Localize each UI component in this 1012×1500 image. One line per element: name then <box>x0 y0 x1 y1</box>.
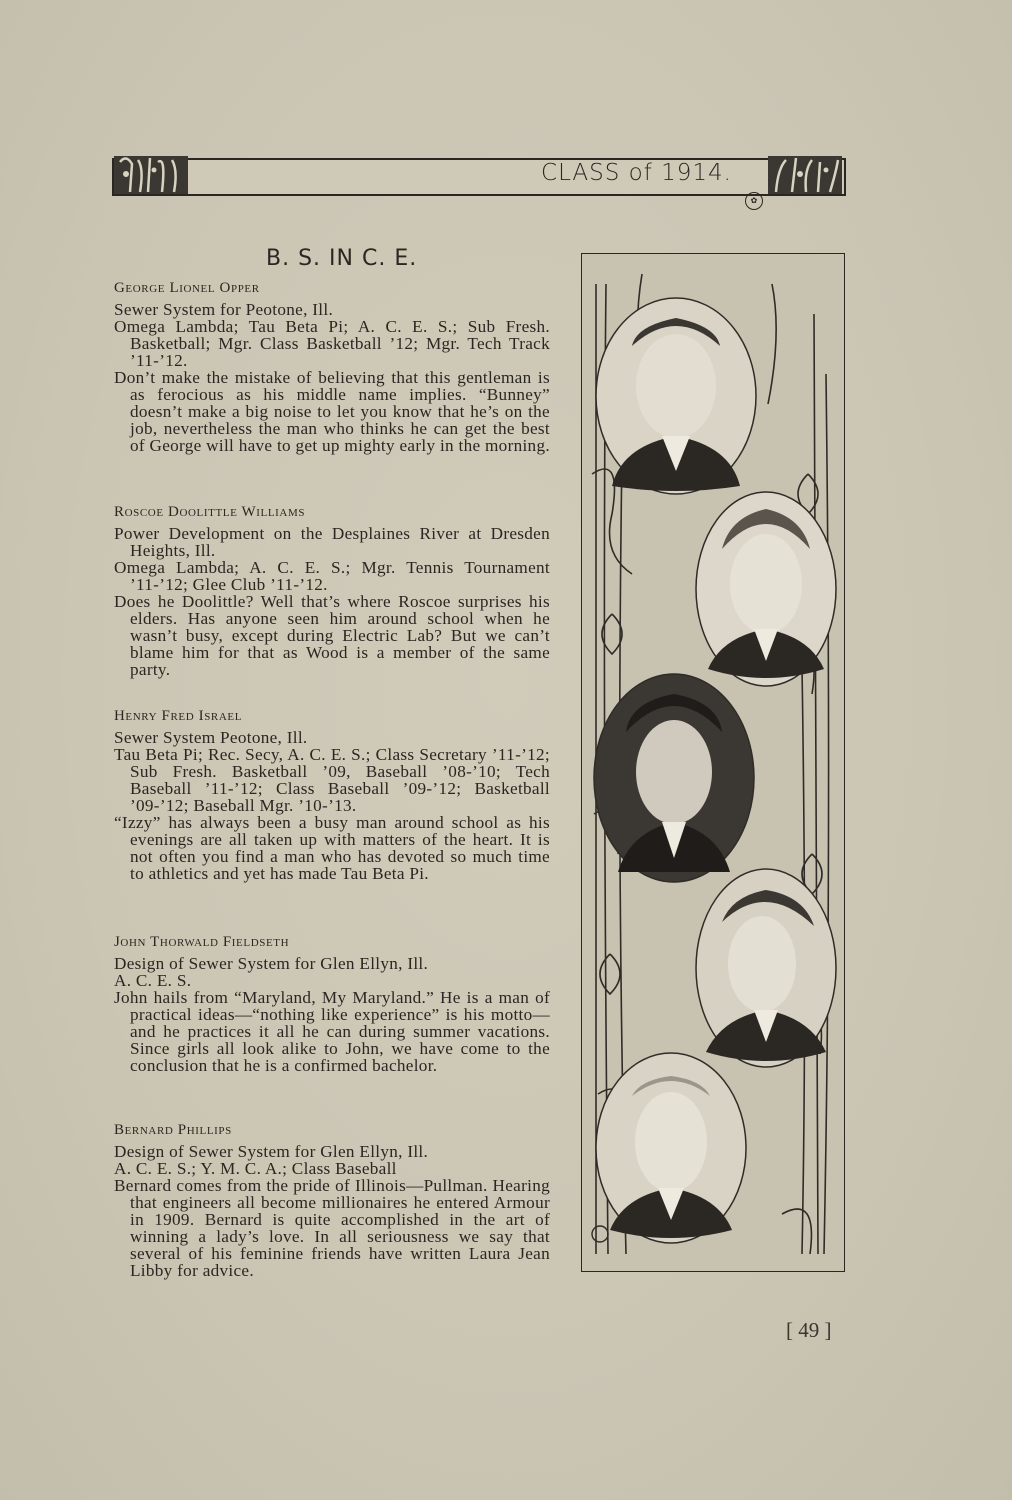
banner-frame <box>112 158 846 196</box>
student-name: George Lionel Opper <box>114 280 260 296</box>
biography-text: Does he Doolittle? Well that’s where Roscoe surprises his elders. Has anyone seen him around school when he wasn’t busy, except during Electric Lab? But we can’t blame him for that as Wood is a member of the same party. <box>114 592 550 679</box>
portrait-panel <box>581 253 845 1272</box>
thesis-title: Sewer System for Peotone, Ill. <box>114 300 334 319</box>
student-entry <box>114 934 550 1074</box>
biography-text: “Izzy” has always been a busy man around school as his evenings are all taken up with matters of the heart. It is not often you find a man who has devoted so much time to athletics and yet has made Tau Beta Pi. <box>114 813 550 883</box>
activities: Omega Lambda; A. C. E. S.; Mgr. Tennis Tournament ’11-’12; Glee Club ’11-’12. <box>114 558 550 594</box>
student-entry <box>114 708 550 882</box>
right-ornament-icon <box>766 152 844 198</box>
thesis-title: Design of Sewer System for Glen Ellyn, Ill. <box>114 954 429 973</box>
section-heading: B. S. IN C. E. <box>266 246 418 271</box>
page-number: [ 49 ] <box>786 1318 832 1342</box>
student-name: Henry Fred Israel <box>114 708 243 724</box>
student-name: Roscoe Doolittle Williams <box>114 504 306 520</box>
activities: Omega Lambda; Tau Beta Pi; A. C. E. S.; Sub Fresh. Basketball; Mgr. Class Basketball ’12; Mgr. Tech Track ’11-’12. <box>114 317 550 370</box>
thesis-title: Power Development on the Desplaines River at Dresden Heights, Ill. <box>114 524 550 560</box>
student-entry <box>114 280 550 454</box>
activities: Tau Beta Pi; Rec. Secy, A. C. E. S.; Class Secretary ’11-’12; Sub Fresh. Basketball ’09, Baseball ’08-’10; Tech Baseball ’11-’12; Class Baseball ’09-’12; Basketball ’09-’12; Baseball Mgr. ’10-’13. <box>114 745 550 815</box>
portrait-opper <box>592 296 760 496</box>
portrait-williams <box>692 489 840 689</box>
biography-text: Don’t make the mistake of believing that this gentleman is as ferocious as his middle name implies. “Bunney” doesn’t make a big noise to let you know that he’s on the job, nevertheless the man who thinks he can get the best of George will have to get up mighty early in the morning. <box>114 368 550 455</box>
header-banner <box>112 152 844 202</box>
portrait-israel <box>590 672 758 884</box>
left-ornament-icon <box>112 152 190 198</box>
biography-text: John hails from “Maryland, My Maryland.” He is a man of practical ideas—“nothing like experience” is his motto—and he practices it all he can during summer vacations. Since girls all look alike to John, we have come to the conclusion that he is a confirmed bachelor. <box>114 988 550 1075</box>
activities: A. C. E. S. <box>114 971 192 990</box>
publisher-mark-icon: ✿ <box>745 192 763 210</box>
student-name: Bernard Phillips <box>114 1122 232 1138</box>
biography-text: Bernard comes from the pride of Illinois—Pullman. Hearing that engineers all become millionaires he entered Armour in 1909. Bernard is quite accomplished in the art of winning a lady’s love. In all seriousness we say that several of his feminine friends have written Laura Jean Libby for advice. <box>114 1176 550 1280</box>
portrait-fieldseth <box>692 866 840 1070</box>
student-entry <box>114 504 550 678</box>
student-name: John Thorwald Fieldseth <box>114 934 290 950</box>
student-entry <box>114 1122 550 1279</box>
banner-title: CLASS of 1914. <box>541 160 732 186</box>
portrait-phillips <box>592 1050 750 1246</box>
thesis-title: Design of Sewer System for Glen Ellyn, Ill. <box>114 1142 429 1161</box>
activities: A. C. E. S.; Y. M. C. A.; Class Baseball <box>114 1159 397 1178</box>
thesis-title: Sewer System Peotone, Ill. <box>114 728 308 747</box>
